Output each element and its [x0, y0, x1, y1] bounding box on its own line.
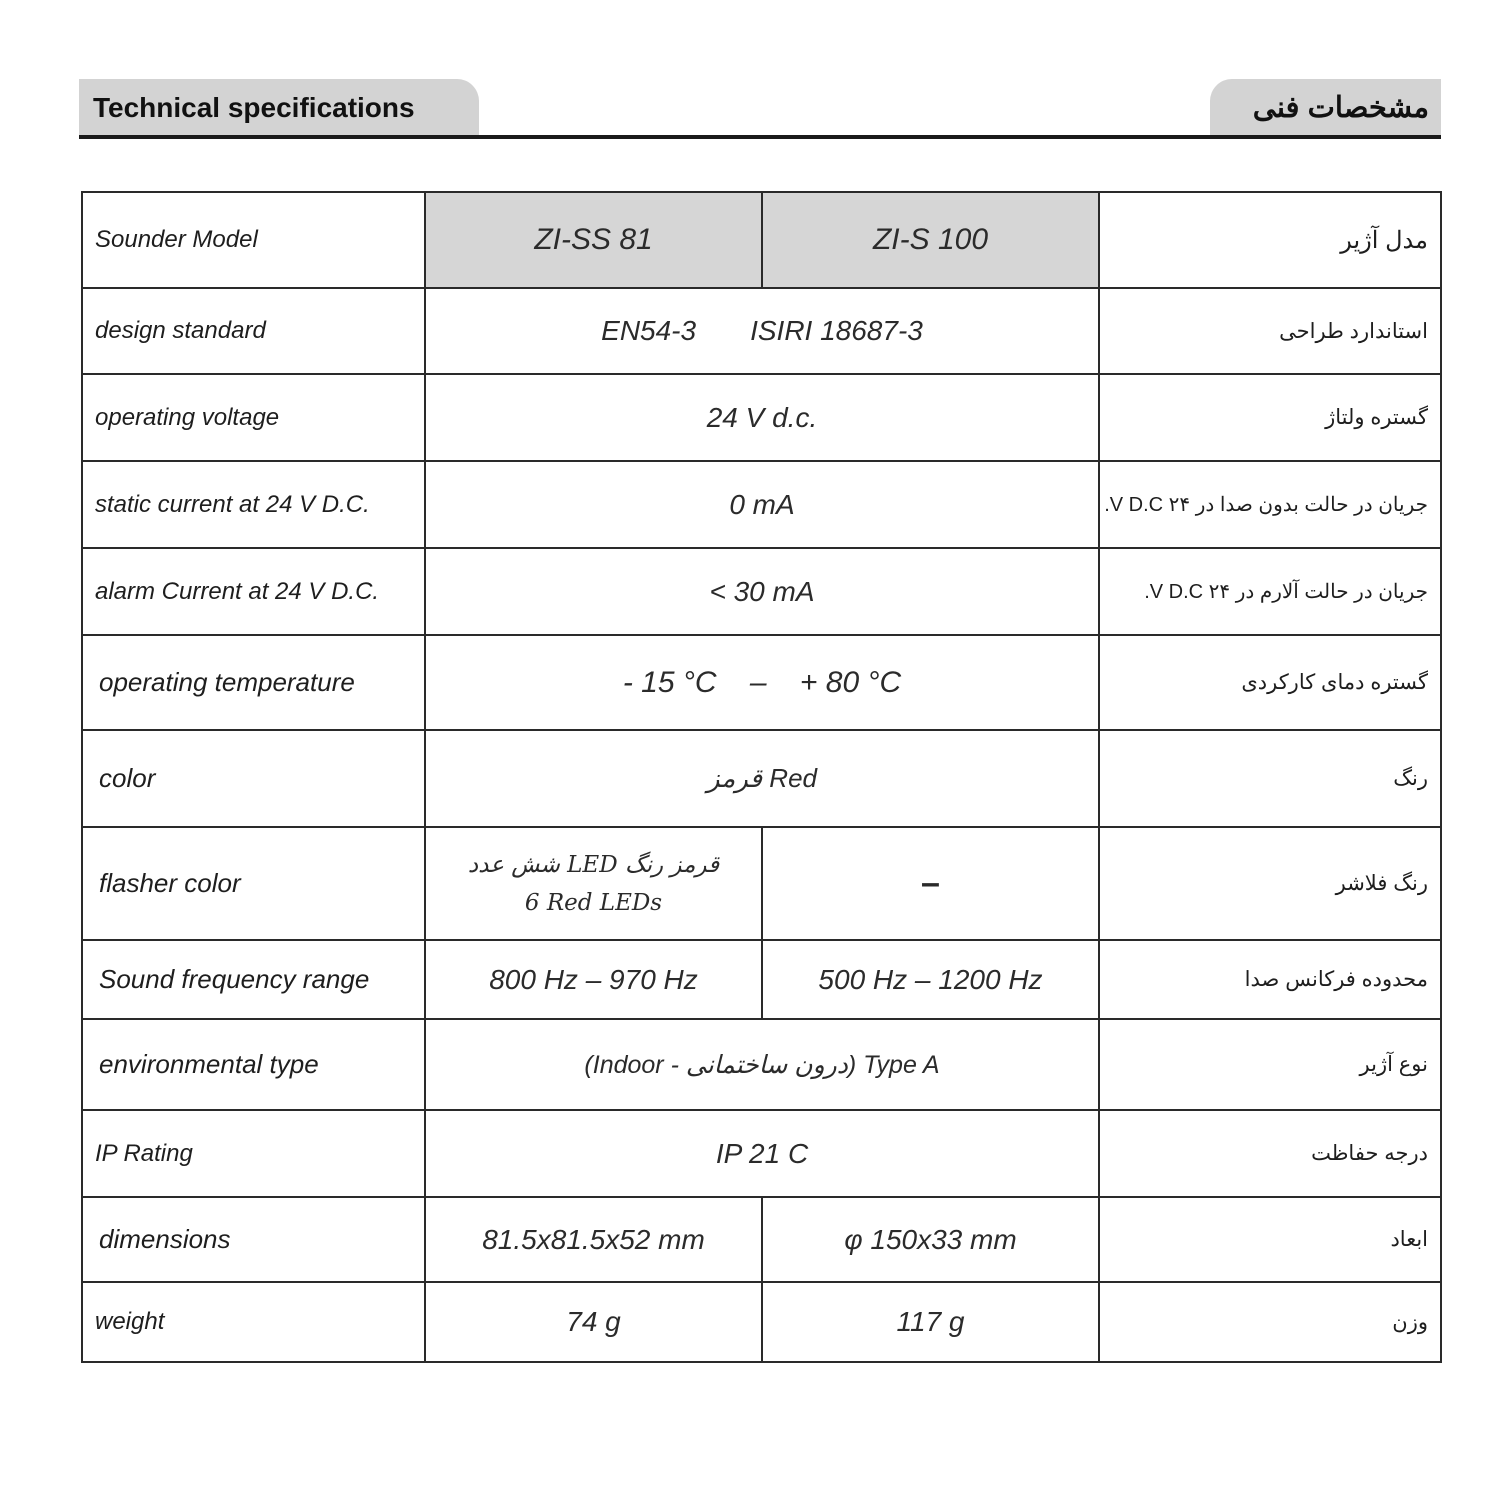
label-fa-ip-rating: درجه حفاظت — [1099, 1110, 1441, 1197]
label-en-static-current: static current at 24 V D.C. — [82, 461, 425, 548]
model-zi-ss-81: ZI-SS 81 — [425, 192, 762, 288]
table-row-frequency — [82, 940, 1441, 1019]
flasher-line-persian: شش عدد LED قرمز رنگ — [467, 851, 720, 878]
table-row-alarm-current — [82, 548, 1441, 635]
label-en-design-standard: design standard — [82, 288, 425, 374]
temp-separator: – — [749, 665, 767, 699]
value-environmental: (Indoor - درون ساختمانی) Type A — [425, 1019, 1099, 1110]
header-tab-english — [79, 79, 479, 135]
label-en-color: color — [82, 730, 425, 827]
value-weight-zi-s-100: 117 g — [762, 1282, 1099, 1362]
label-fa-temperature: گستره دمای کارکردی — [1099, 635, 1441, 730]
page-title-persian: مشخصات فنی — [1252, 92, 1429, 124]
label-en-frequency: Sound frequency range — [82, 940, 425, 1019]
label-fa-color: رنگ — [1099, 730, 1441, 827]
page-title-english: Technical specifications — [93, 92, 415, 123]
value-flasher-zi-s-100 — [762, 827, 1099, 940]
value-dimensions-zi-ss-81: 81.5x81.5x52 mm — [425, 1197, 762, 1282]
table-row-color — [82, 730, 1441, 827]
label-fa-model: مدل آژیر — [1099, 192, 1441, 288]
standard-isiri: ISIRI 18687-3 — [750, 315, 923, 346]
label-fa-weight: وزن — [1099, 1282, 1441, 1362]
table-row-temperature — [82, 635, 1441, 730]
value-frequency-zi-s-100: 500 Hz – 1200 Hz — [762, 940, 1099, 1019]
table-row-weight — [82, 1282, 1441, 1362]
table-row-ip-rating — [82, 1110, 1441, 1197]
flasher-line-english: 6 Red LEDs — [524, 889, 663, 916]
table-row-voltage — [82, 374, 1441, 461]
label-en-dimensions: dimensions — [82, 1197, 425, 1282]
label-fa-design-standard: استاندارد طراحی — [1099, 288, 1441, 374]
label-fa-voltage: گستره ولتاژ — [1099, 374, 1441, 461]
temp-max: + 80 °C — [799, 665, 902, 699]
value-temperature — [425, 635, 1099, 730]
label-en-environmental: environmental type — [82, 1019, 425, 1110]
value-ip-rating: IP 21 C — [425, 1110, 1099, 1197]
value-design-standard — [425, 288, 1099, 374]
label-en-weight: weight — [82, 1282, 425, 1362]
value-dimensions-zi-s-100: φ 150x33 mm — [762, 1197, 1099, 1282]
header-divider — [79, 135, 1441, 139]
table-row-static-current — [82, 461, 1441, 548]
label-en-ip-rating: IP Rating — [82, 1110, 425, 1197]
value-flasher-zi-ss-81 — [425, 827, 762, 940]
label-fa-dimensions: ابعاد — [1099, 1197, 1441, 1282]
table-row-flasher — [82, 827, 1441, 940]
value-color: قرمز Red — [425, 730, 1099, 827]
table-row-environmental — [82, 1019, 1441, 1110]
value-weight-zi-ss-81: 74 g — [425, 1282, 762, 1362]
label-en-model: Sounder Model — [82, 192, 425, 288]
spec-table — [81, 191, 1442, 1363]
header-tab-persian — [1210, 79, 1441, 135]
flasher-none-dash: – — [921, 864, 940, 902]
label-fa-static-current: جریان در حالت بدون صدا در ۲۴ V D.C. — [1099, 461, 1441, 548]
temp-min: - 15 °C — [622, 665, 717, 699]
value-frequency-zi-ss-81: 800 Hz – 970 Hz — [425, 940, 762, 1019]
table-row-dimensions — [82, 1197, 1441, 1282]
label-en-alarm-current: alarm Current at 24 V D.C. — [82, 548, 425, 635]
model-zi-s-100: ZI-S 100 — [762, 192, 1099, 288]
label-fa-frequency: محدوده فرکانس صدا — [1099, 940, 1441, 1019]
standard-en54: EN54-3 — [601, 315, 697, 346]
table-row-design-standard — [82, 288, 1441, 374]
table-row-model — [82, 192, 1441, 288]
label-en-voltage: operating voltage — [82, 374, 425, 461]
value-alarm-current: < 30 mA — [425, 548, 1099, 635]
label-fa-environmental: نوع آژیر — [1099, 1019, 1441, 1110]
label-en-temperature: operating temperature — [82, 635, 425, 730]
label-fa-flasher: رنگ فلاشر — [1099, 827, 1441, 940]
value-voltage: 24 V d.c. — [425, 374, 1099, 461]
label-fa-alarm-current: جریان در حالت آلارم در ۲۴ V D.C. — [1099, 548, 1441, 635]
label-en-flasher: flasher color — [82, 827, 425, 940]
value-static-current: 0 mA — [425, 461, 1099, 548]
